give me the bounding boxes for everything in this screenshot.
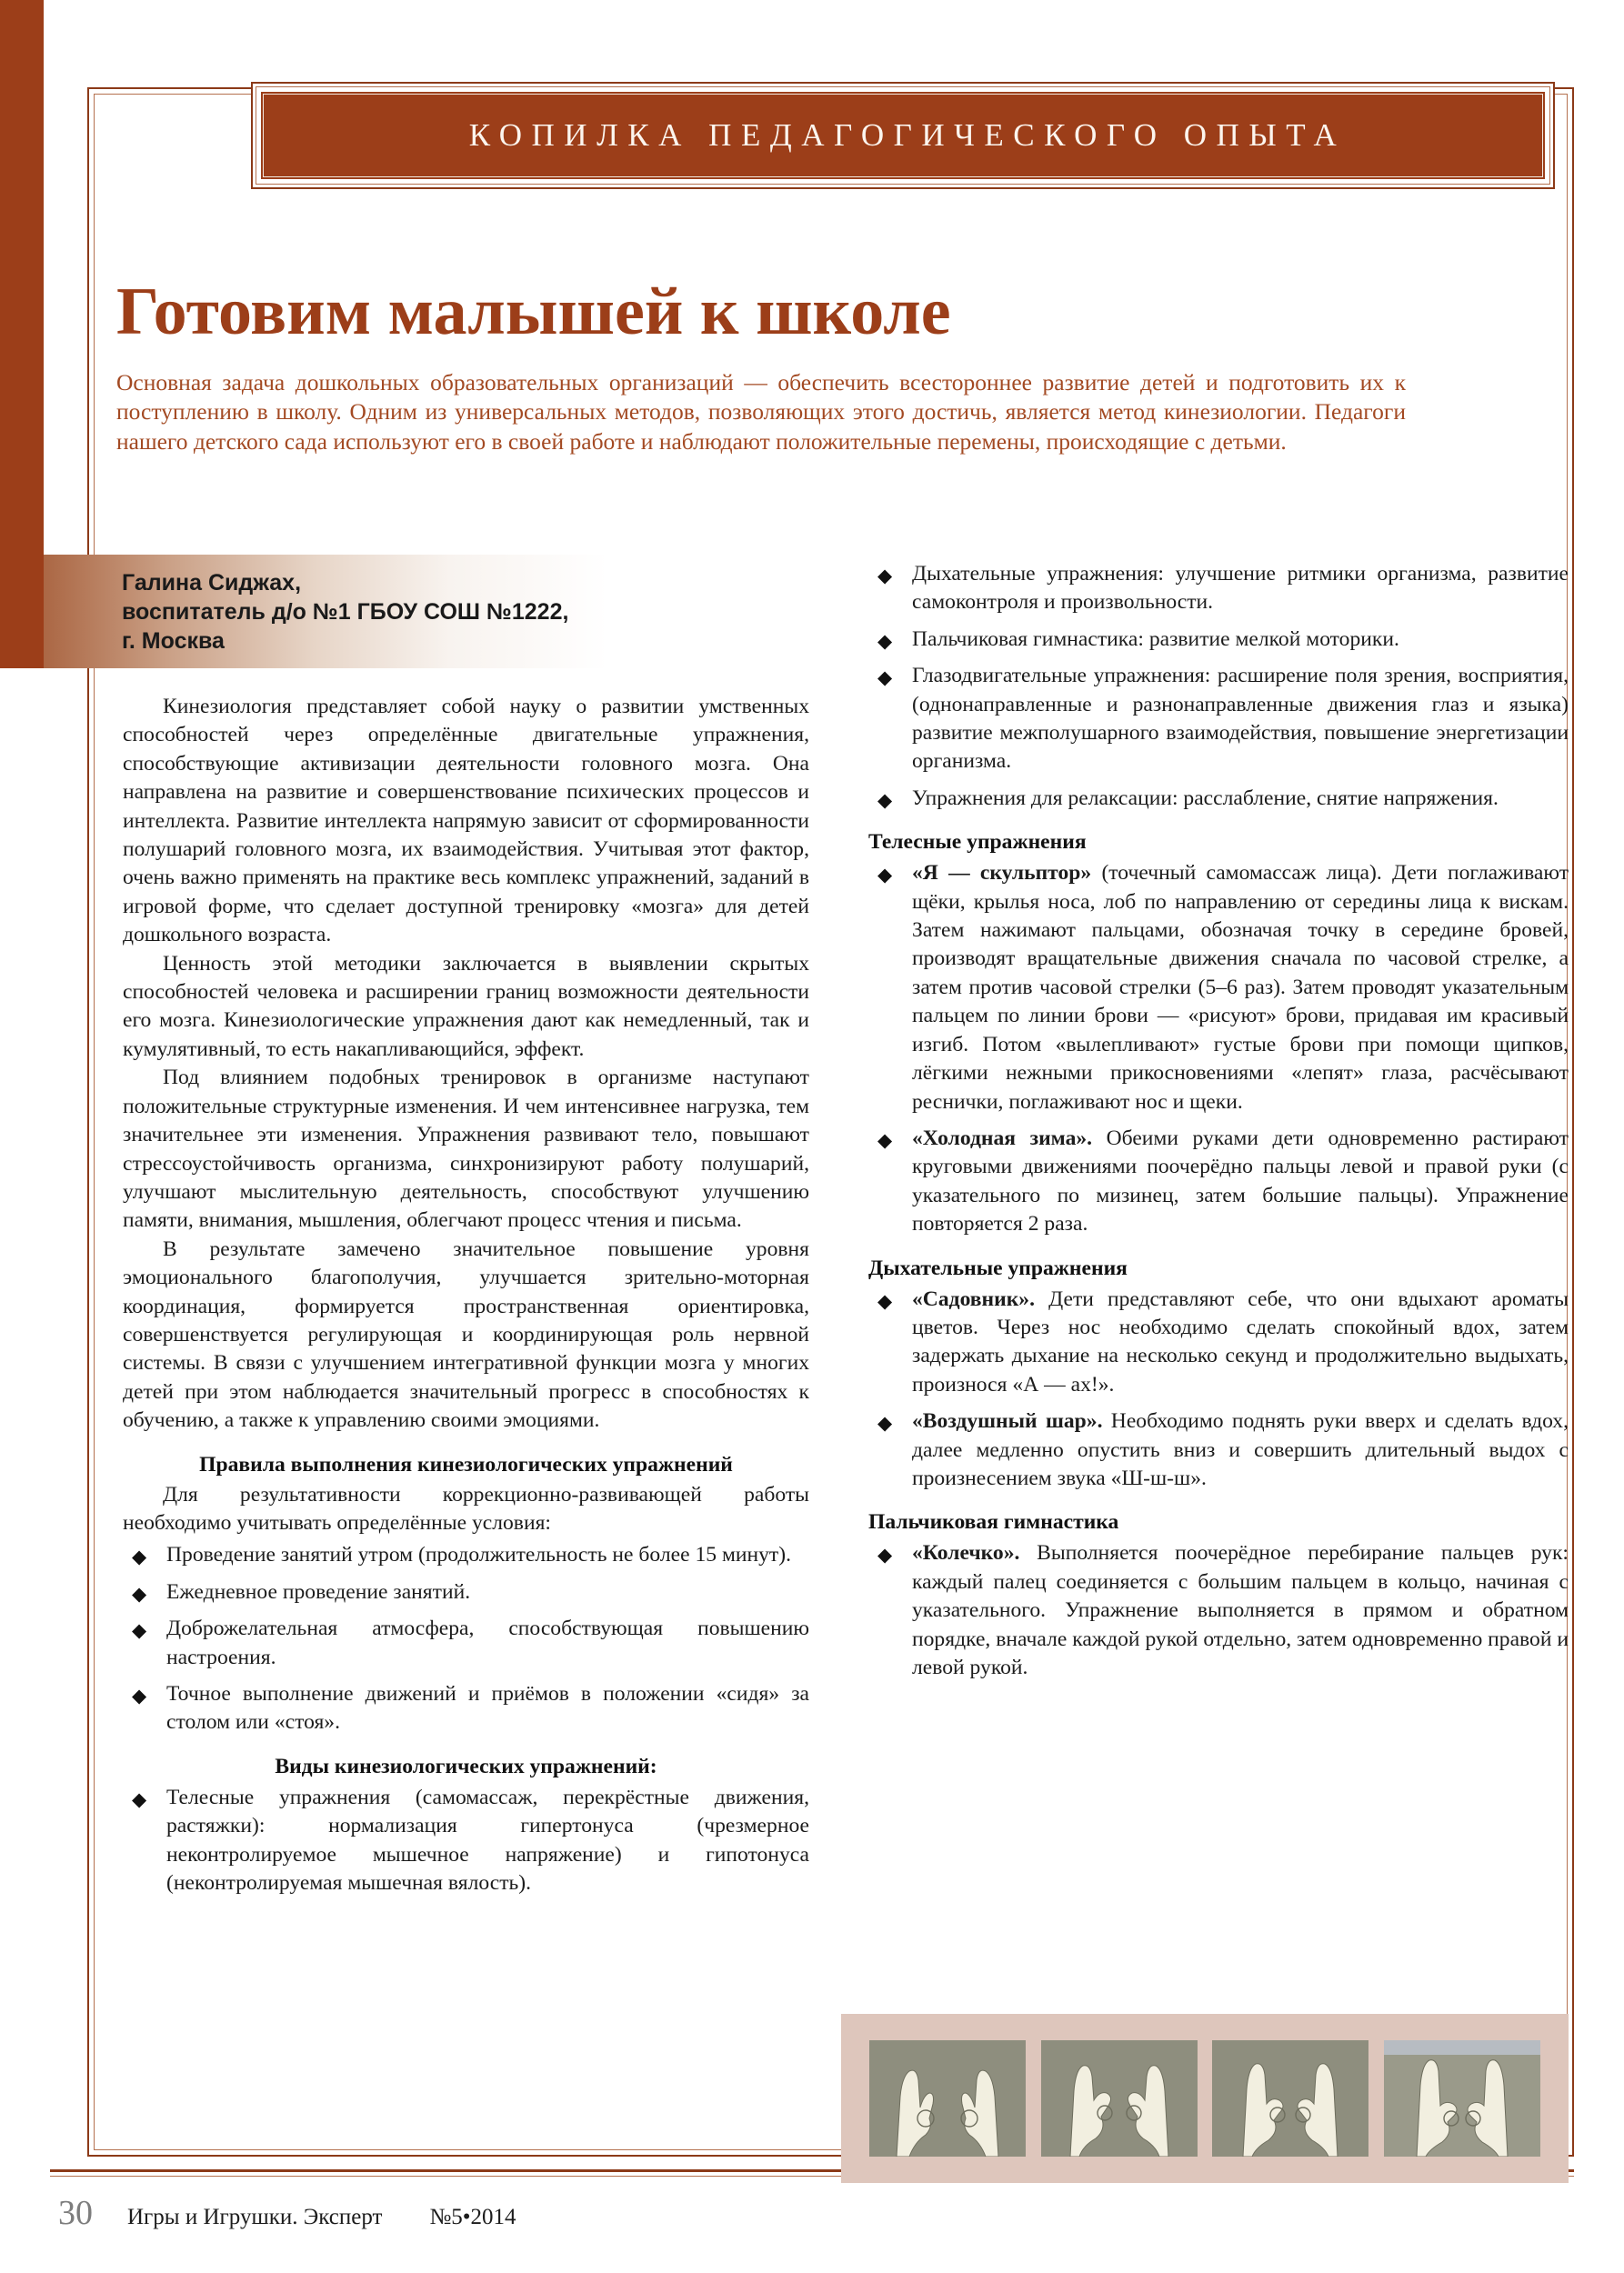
list-item [868,626,1569,654]
list-item-text: Точное выполнение движений и приёмов в положении «сидя» за столом или «стоя». [166,1682,809,1735]
bodily-exercises-list [868,859,1569,1238]
list-item-title: «Садовник». [912,1287,1035,1311]
list-item [868,859,1569,1116]
issue-number: №5•2014 [429,2205,516,2229]
diamond-bullet-icon: ◆ [132,1582,147,1605]
author-city: г. Москва [122,627,225,654]
breathing-exercises-list [868,1286,1569,1494]
list-item [868,1286,1569,1400]
diamond-bullet-icon: ◆ [877,565,893,586]
list-item-text: Глазодвигательные упражнения: расширение поля зрения, восприятия, (однонаправленные и разнонаправленные движения глаз и языка) развитие межполушарного взаимодействия, повышение энергетизации организма. [912,664,1569,774]
rules-intro: Для результативности коррекционно-развивающей работы необходимо учитывать определённые условия: [123,1482,809,1535]
banner-label: КОПИЛКА ПЕДАГОГИЧЕСКОГО ОПЫТА [468,117,1347,153]
diamond-bullet-icon: ◆ [877,1544,893,1567]
heading-finger-gymnastics: Пальчиковая гимнастика [868,1510,1119,1535]
list-item-text: Телесные упражнения (самомассаж, перекрёстные движения, растяжки): нормализация гипертонуса (чрезмерное неконтролируемое мышечное напряжение) и гипотонуса (неконтролируемая мышечная вялость). [166,1785,809,1896]
author-role: воспитатель д/о №1 ГБОУ СОШ №1222, [122,598,569,625]
list-item [123,1784,809,1898]
magazine-title: Игры и Игрушки. Эксперт [127,2205,383,2229]
hand-gesture-photo-4 [1384,2040,1540,2157]
heading-bodily-exercises: Телесные упражнения [868,830,1087,855]
hand-gesture-photo-3 [1212,2040,1368,2157]
hand-gesture-photo-1 [869,2040,1026,2157]
list-item [868,785,1569,813]
list-item [868,560,1569,617]
list-item-title: «Колечко». [912,1541,1020,1566]
diamond-bullet-icon: ◆ [877,666,893,689]
heading-rules: Правила выполнения кинезиологических упражнений [199,1452,733,1477]
list-item [123,1680,809,1737]
list-item-text: Дети представляют себе, что они вдыхают ароматы цветов. Через нос необходимо сделать спокойный вдох, затем задержать дыхание на несколько секунд и продолжительно выдыхать, произнося «А — ах!». [912,1287,1569,1397]
article-lead: Основная задача дошкольных образовательных организаций — обеспечить всестороннее развитие детей и подготовить их к поступлению в школу. Одним из универсальных методов, позволяющих этого достичь, является метод кинезиологии. Педагоги нашего детского сада используют его в своей работе и наблюдают положительные перемены, происходящие с детьми. [116,368,1406,455]
list-item [868,1407,1569,1493]
left-accent-strip [0,0,44,668]
list-item [868,1125,1569,1239]
list-item-text: Доброжелательная атмосфера, способствующая повышению настроения. [166,1617,809,1669]
list-item [868,1539,1569,1682]
banner-fill [261,92,1545,179]
diamond-bullet-icon: ◆ [132,1546,147,1568]
list-item-text: Проведение занятий утром (продолжительность не более 15 минут). [166,1543,791,1567]
types-list-right [868,560,1569,813]
rules-list [123,1541,809,1737]
finger-gymnastics-list [868,1539,1569,1682]
paragraph: Ценность этой методики заключается в выявлении скрытых способностей человека и расширении границ возможности деятельности его мозга. Кинезиологические упражнения дают как немедленный, так и кумулятивный, то есть накапливающийся, эффект. [123,951,809,1061]
diamond-bullet-icon: ◆ [877,1412,893,1435]
heading-breathing-exercises: Дыхательные упражнения [868,1256,1128,1280]
diamond-bullet-icon: ◆ [877,1128,893,1151]
diamond-bullet-icon: ◆ [877,864,893,886]
list-item [123,1578,809,1607]
author-name: Галина Сиджах, [122,569,302,596]
list-item-text: Упражнения для релаксации: расслабление, снятие напряжения. [912,786,1499,810]
page-footer [58,2193,967,2233]
page-number: 30 [58,2194,93,2232]
section-banner [251,82,1555,189]
list-item-text: Пальчиковая гимнастика: развитие мелкой моторики. [912,626,1399,651]
list-item-title: «Я — скульптор» [912,861,1092,886]
column-right [868,556,1569,1690]
paragraph: Кинезиология представляет собой науку о развитии умственных способностей через определённые двигательные упражнения, способствующие активизации деятельности головного мозга. Она направлена на развитие и совершенствование психических процессов и интеллекта. Развитие интеллекта напрямую зависит от сформированности полушарий головного мозга, их взаимодействия. Учитывая этот фактор, очень важно применять на практике весь комплекс упражнений, заданий в игровой форме, что сделает доступной тренировку «мозга» для детей дошкольного возраста. [123,695,809,947]
author-byline [44,555,607,668]
list-item-text: Выполняется поочерёдное перебирание пальцев рук: каждый палец соединяется с большим пальцем в кольцо, начиная с указательного. Упражнение выполняется в прямом и обратном порядке, вначале каждой рукой отдельно, затем одновременно правой и левой рукой. [912,1541,1569,1679]
page-title: Готовим малышей к школе [116,274,951,349]
list-item [868,662,1569,776]
diamond-bullet-icon: ◆ [132,1619,147,1642]
list-item-text: Ежедневное проведение занятий. [166,1579,471,1604]
diamond-bullet-icon: ◆ [132,1787,147,1810]
list-item-text: (точечный самомассаж лица). Дети поглаживают щёки, крылья носа, лоб по направлению от середины лица к вискам. Затем нажимают пальцами, обозначая точку в середине бровей, производят вращательные движения сначала по часовой стрелке, а затем против часовой стрелки (5–6 раз). Затем проводят указательным пальцем по линии брови — «рисуют» брови, придавая им красивый изгиб. Потом «вылепливают» густые брови при помощи щипков, лёгкими нежными прикосновениями «лепят» глаза, расчёсывают реснички, поглаживают нос и щеки. [912,861,1569,1114]
list-item-text: Обеими руками дети одновременно растирают круговыми движениями поочерёдно пальцы левой и правой руки (с указательного по мизинец, затем большие пальцы). Упражнение повторяется 2 раза. [912,1126,1569,1237]
hand-gesture-photo-2 [1041,2040,1198,2157]
list-item-text: Дыхательные упражнения: улучшение ритмики организма, развитие самоконтроля и произвольности. [912,562,1569,615]
diamond-bullet-icon: ◆ [877,629,893,652]
diamond-bullet-icon: ◆ [877,1289,893,1312]
list-item [123,1541,809,1569]
list-item [123,1615,809,1672]
paragraph: В результате замечено значительное повышение уровня эмоционального благополучия, улучшается зрительно-моторная координация, формируется пространственная ориентировка, совершенствуется регулирующая и координирующая роль нервной системы. В связи с улучшением интегративной функции мозга у многих детей при этом наблюдается значительный прогресс в способностях к обучению, а также к управлению своими эмоциями. [123,1237,809,1433]
paragraph: Под влиянием подобных тренировок в организме наступают положительные структурные изменения. И чем интенсивнее нагрузка, тем значительнее эти изменения. Упражнения развивают тело, повышают стрессоустойчивость организма, синхронизируют работу полушарий, улучшают мыслительную деятельность, способствуют улучшению памяти, внимания, мышления, облегчают процесс чтения и письма. [123,1066,809,1233]
list-item-title: «Холодная зима». [912,1126,1093,1150]
list-item-title: «Воздушный шар». [912,1409,1103,1434]
column-left [123,693,809,1906]
photo-strip [841,2014,1569,2183]
list-item-text: Необходимо поднять руки вверх и сделать вдох, далее медленно опустить вниз и совершить длительный выдох с произнесением звука «Ш-ш-ш». [912,1409,1569,1490]
diamond-bullet-icon: ◆ [877,788,893,811]
heading-types: Виды кинезиологических упражнений: [275,1754,657,1778]
diamond-bullet-icon: ◆ [132,1685,147,1707]
types-list-left [123,1784,809,1898]
